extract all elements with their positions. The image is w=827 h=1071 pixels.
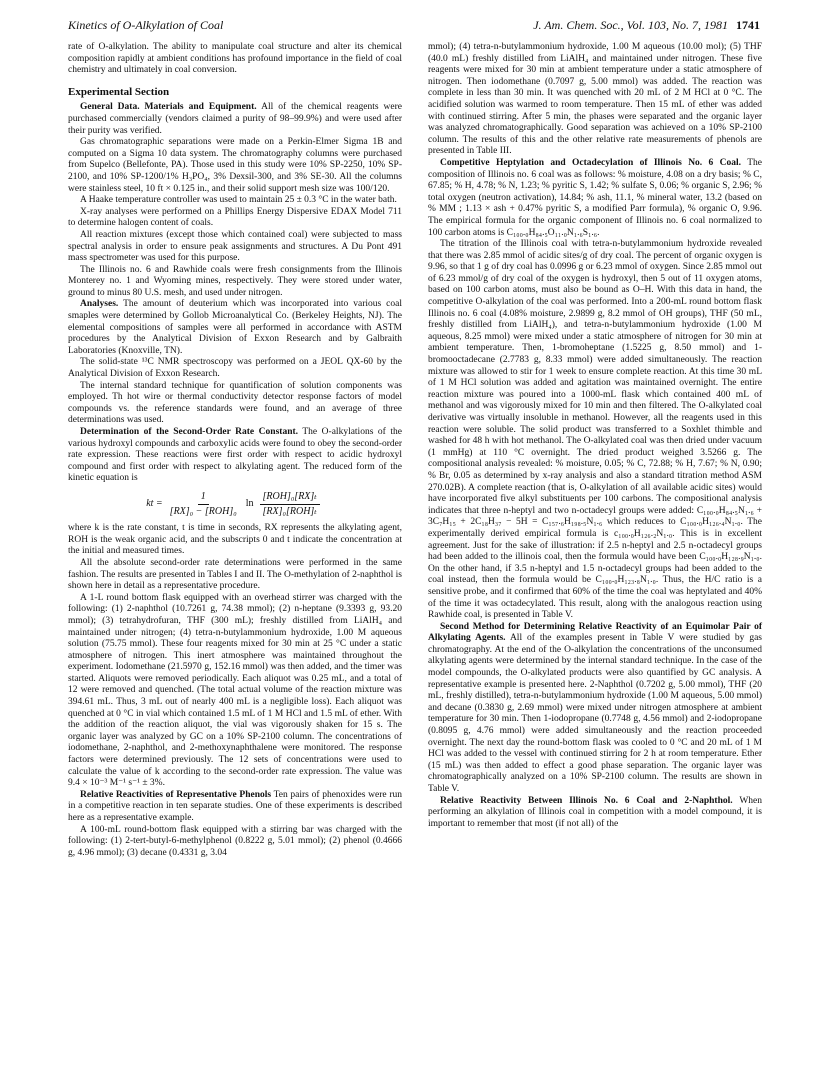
relative-text: Ten pairs of phenoxides were run in a competitive reaction in ten separate studies. One of these experiments is described here as a representative example. (68, 789, 402, 823)
coals-paragraph: The Illinois no. 6 and Rawhide coals were fresh consignments from the Illinois Monterey no. 1 and Wyoming mines, respectively. They were stored under water, ground to minus 80 U.S. mesh, and used under nitrogen. (68, 264, 402, 298)
equation-fraction-1 (167, 491, 240, 517)
general-paragraph (68, 102, 402, 137)
kinetic-equation (68, 491, 402, 517)
fraction-1-denominator: [RX]₀ − [ROH]₀ (169, 505, 237, 517)
procedure-paragraph: A 1-L round bottom flask equipped with an overhead stirrer was charged with the following: (1) 2-naphthol (10.7261 g, 74.38 mmol); (2) n-heptane (9.3393 g, 93.20 mmol); (3) tetrahydrofuran, THF (300 mL); freshly distilled from LiAlH₄ and maintained under nitrogen; (4) tetra-n-butylammonium hydroxide, 1.00 M aqueous solution (75.75 mmol). These four reagents mixed for 30 min at 25 °C under a static atmosphere of nitrogen. This inert atmosphere was maintained throughout the experiment. Iodomethane (21.5970 g, 152.16 mmol) was then added, and the timer was started. Aliquots were removed periodically. Each aliquot was 0.25 mL, and a total of 12 were removed and quenched. (The total actual volume of the reaction mixture was 394.61 mL. Thus, 3 mL out of nearly 400 mL is a negligible loss). Each aliquot was quenched at 0 °C in vial which contained 1.5 mL of 1 M HCl and 1.5 mL of ether. With the addition of the reaction aliquot, the vial was vigorously shaken for 15 s. The organic layer was analyzed by GC on a 10% SP-2100 column. The concentrations of iodomethane, 2-naphthol, and 2-methoxynaphthalene were monitored. The response factors were determined previously. The 12 sets of concentrations were used to calculate the value of k according to the second-order rate expression. The value was 9.4 × 10⁻³ M⁻¹ s⁻¹ ± 3%. (68, 592, 402, 789)
second-method-paragraph (428, 622, 762, 796)
general-heading: General Data. Materials and Equipment. (80, 102, 257, 113)
page-number: 1741 (736, 18, 760, 32)
journal-citation (533, 18, 760, 33)
absolute-paragraph: All the absolute second-order rate determinations were performed in the same fashion. The results are presented in Tables I and II. The O-methylation of 2-naphthol is shown here in detail as a representative procedure. (68, 557, 402, 592)
intro-paragraph: rate of O-alkylation. The ability to manipulate coal structure and alter its chemical composition rapidly at ambient conditions has profound importance in the field of coal chemistry and ultimately in coal conversion. (68, 42, 402, 76)
between-paragraph (428, 796, 762, 831)
left-column (68, 42, 402, 859)
titration-paragraph: The titration of the Illinois coal with tetra-n-butylammonium hydroxide revealed that there was 2.85 mmol of acidic sites/g of dry coal. The percent of organic oxygen is 9.96, so that 1 g of dry coal has 0.0996 g or 6.23 mmol of oxygen. Since 2.85 mmol out of 6.23 mmol/g of dry coal of the oxygen is hydroxyl, then 5 out of 11 oxygen atoms, based on 100 carbon atoms, must also be bound as O–H. With this data in hand, the competitive O-alkylation of the coal was performed. Into a 200-mL round bottom flask Illinois no. 6 coal (4.08% moisture, 2.9899 g, 8.2 mmol of OH groups), THF (50 mL, freshly distilled from LiAlH₄), and tetra-n-butylammonium hydroxide (1.00 M aqueous, 8.25 mmol) were mixed under a static atmosphere of nitrogen for 30 min at ambient temperature. Then, 1-bromoheptane (1.5225 g, 8.50 mmol) and 1-bromooctadecane (2.7783 g, 8.33 mmol) were added simultaneously. The reaction mixture was allowed to stir for 1 week to ensure complete reaction. At this time 30 mL of 1 M HCl solution was added and agitation was maintained overnight. The entire reaction mixture was poured into a 1000-mL flask which contained 400 mL of methanol and was vigorously mixed for 10 min and then filtered. The O-alkylated coal derivative was virtually insoluble in methanol. However, all the reagents used in this reaction were soluble. The solid product was transferred to a Soxhlet thimble and washed for 48 h with hot methanol. The O-alkylated coal was then dried under vacuum (1 mmHg) at 110 °C overnight. The dried product weighed 3.5266 g. The compositional analysis revealed: % moisture, 0.05; % C, 72.88; % H, 7.67; % N, 0.90; % Br, 0.05 as determined by x-ray analysis and also a standard titration method ASM 270.02B). A complete reaction (that is, O-alkylation of all available acidic sites) would have incorporated five alkyl substituents per 100 carbons. The compositional analysis indicates that three n-heptyl and two n-octadecyl groups were added: C₁₀₀.₀H₈₄.₅N₁.₆ + 3C₇H₁₅ + 2C₁₈H₃₇ − 5H = C₁₅₇.₆H₁₉₈.₅N₁.₆ which reduces to C₁₀₀.₀H₁₂₆.₄N₁.₀. The experimentally derived empirical formula is c₁₀₀.₀H₁₂₆.₂N₁.₀. This is in excellent agreement. Just for the sake of illustration: if 2.5 n-heptyl and 2.5 n-octadecyl groups had been added to the illinois coal, then the formula would have been C₁₀₀.₀H₁₂₈.₉N₁.₀. On the other hand, if 3.5 n-heptyl and 1.5 n-octadecyl groups had been added to the coal instead, then the formula would be C₁₀₀.₀H₁₂₃.₈N₁.₀. Thus, the H/C ratio is a sensitive probe, and it confirmed that 60% of the time the coal was heptylated and 40% of the time it was octadecylated. This result, along with the analogous reaction using Rawhide coal, is presented in Table V. (428, 239, 762, 621)
running-title: Kinetics of O-Alkylation of Coal (68, 18, 224, 32)
second-method-text: All of the examples present in Table V were studied by gas chromatography. At the end of the O-alkylation the concentrations of the unconsumed alkylating agents were determined by the internal standard technique. In the case of the model compounds, the O-alkylated products were also quantified by GC analysis. A representative example is presented here. 2-Naphthol (0.7202 g, 5.00 mmol), THF (20 mL, freshly distilled), tetra-n-butylammonium hydroxide (1.00 M aqueous, 5.00 mmol) and decane (0.3830 g, 2.69 mmol) were mixed under nitrogen atmosphere at ambient temperature for 30 min. Then 1-iodopropane (0.7748 g, 4.56 mmol) and 2-iodopropane (0.8095 g, 4.76 mmol) were added simultaneously and the reaction proceeded overnight. The next day the round-bottom flask was cooled to 0 °C and 20 mL of 1 M HCl was added to the vessel with continued stirring for 2 h at room temperature. Ether (15 mL) was then added to effect a good phase separation. The organic layer was chromatographically analyzed on a 10% SP-2100 column. The results are shown in Table V. (428, 633, 762, 794)
fraction-2-numerator: [ROH]₀[RX]ₜ (260, 491, 320, 505)
general-text: All of the chemical reagents were purchased commercially (vendors claimed a purity of 98–99.9%) and were used after their purity was verified. (68, 102, 402, 136)
journal-name: J. Am. Chem. Soc., Vol. 103, No. 7, 1981 (533, 18, 728, 32)
rate-text: The O-alkylations of the various hydroxyl compounds and carboxylic acids were found to obey the second-order rate expression. These reactions were first order with respect to acidic hydroxyl compound and first order with respect to alkylating agent. The reduced form of the kinetic equation is (68, 427, 402, 484)
rate-heading: Determination of the Second-Order Rate Constant. (80, 427, 299, 437)
where-paragraph: where k is the rate constant, t is time in seconds, RX represents the alkylating agent, ROH is the weak organic acid, and the subscripts 0 and t indicate the concentration at the initial and measured times. (68, 523, 402, 557)
fraction-1-numerator: 1 (198, 491, 209, 505)
continuation-paragraph: mmol); (4) tetra-n-butylammonium hydroxide, 1.00 M aqueous (10.00 mol); (5) THF (40.0 mL) freshly distilled from LiAlH₄ and maintained under nitrogen. These five reagents were mixed for 30 min at ambient temperature under a static atmosphere of nitrogen. Then iodomethane (0.7097 g, 5.00 mmol) was added. The reaction was complete in less than 30 min. It was quenched with 20 mL of 2 M HCl at 0 °C. The acidified solution was warmed to room temperature. Then 15 mL of ether was added with continued stirring. After 5 min, the phases were separated and the organic layer was analyzed chromatographically. Good separation was achieved on a 10% SP-2100 column. The results of this and the other relative rate measurements of phenols are presented in Table III. (428, 42, 762, 157)
haake-paragraph: A Haake temperature controller was used to maintain 25 ± 0.3 °C in the water bath. (80, 195, 397, 206)
flask-paragraph: A 100-mL round-bottom flask equipped with a stirring bar was charged with the following: (1) 2-tert-butyl-6-methylphenol (0.8222 g, 5.01 mmol); (2) phenol (0.4666 g, 4.96 mmol); (3) decane (0.4331 g, 3.04 (68, 824, 402, 858)
between-text: When performing an alkylation of Illinois coal in competition with a model compound, it is important to remember that most (if not all) of the (428, 795, 762, 829)
gc-paragraph: Gas chromatographic separations were made on a Perkin-Elmer Sigma 1B and computed on a Sigma 10 data system. The chromatography columns were purchased from Supelco (Bellefonte, PA). Those used in this study were 10% SP-2250, 10% SP-2100, and 10% SP-1200/1% H₃PO₄, 3% Dexsil-300, and 3% SE-30. All the columns were stainless steel, 10 ft × 0.125 in., and their solid support mesh size was 100/120. (68, 137, 402, 194)
heptylation-text: The composition of Illinois no. 6 coal was as follows: % moisture, 4.08 on a dry basis; % C, 67.85; % H, 4.78; % N, 1.23; % pyritic S, 1.42; % sulfate S, 0.06; % organic S, 2.96; % total oxygen (neutron activation), 14.84; % ash, 11.1, % mineral water, 13.2 (based on % MM ; 1.13 × ash + 0.47% pyritic S, a modified Parr formula), % organic O, 9.96. The empirical formula for the organic component of Illinois no. 6 coal normalized to 100 carbon atoms is C₁₀₀.₀H₈₄.₅O₁₁.₀N₁.₆S₁.₆. (428, 157, 762, 238)
equation-ln: ln (245, 498, 254, 510)
relative-paragraph (68, 790, 402, 825)
nmr-paragraph: The solid-state ¹³C NMR spectroscopy was performed on a JEOL QX-60 by the Analytical Division of Exxon Research. (68, 357, 402, 380)
heptylation-paragraph (428, 158, 762, 239)
between-heading: Relative Reactivity Between Illinois No. 6 Coal and 2-Naphthol. (440, 795, 733, 806)
second-method-heading: Second Method for Determining Relative Reactivity of an Equimolar Pair of Alkylating Agents. (428, 621, 762, 644)
xray-paragraph: X-ray analyses were performed on a Phillips Energy Dispersive EDAX Model 711 to determine halogen content of coals. (68, 206, 402, 229)
equation-lhs: kt = (146, 498, 163, 510)
fraction-2-denominator: [RX]₀[ROH]ₜ (262, 505, 317, 517)
heptylation-heading: Competitive Heptylation and Octadecylation of Illinois No. 6 Coal. (440, 157, 742, 168)
right-column (428, 42, 762, 830)
equation-fraction-2 (260, 491, 320, 517)
page-header (68, 18, 760, 34)
analyses-text: The amount of deuterium which was incorporated into various coal smaples were determined by Gollob Microanalytical Co. (Berkeley Heights, NJ). The elemental compositions of samples were all performed in accordance with ASTM procedures by the Analytical Division of Exxon Research and by Galbraith Laboratories (Knoxville, TN). (68, 299, 402, 356)
reaction-paragraph: All reaction mixtures (except those which contained coal) were subjected to mass spectral analysis in order to ensure peak assignments and structures. A Du Pont 491 mass spectrometer was used for this purpose. (68, 229, 402, 264)
relative-heading: Relative Reactivities of Representative Phenols (80, 789, 272, 800)
section-title: Experimental Section (68, 85, 170, 98)
analyses-heading: Analyses. (80, 299, 119, 310)
analyses-paragraph (68, 299, 402, 357)
rate-paragraph (68, 427, 402, 485)
internal-paragraph: The internal standard technique for quantification of solution components was employed. Th hot wire or thermal conductivity detector response factors of model compounds vs. the reference standards were found, and an average of three determinations was used. (68, 380, 402, 426)
